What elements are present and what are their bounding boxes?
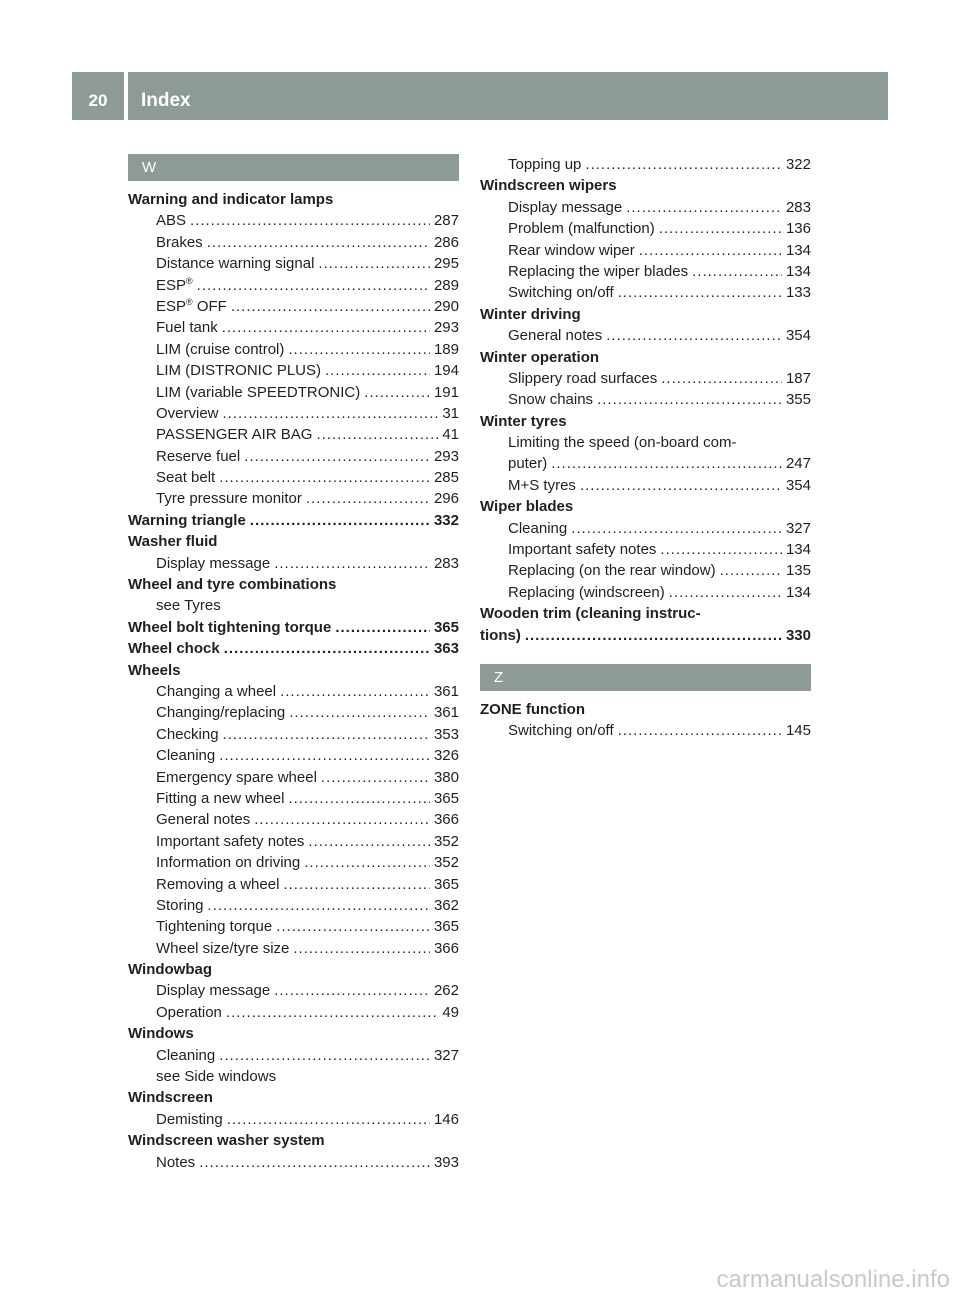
entry-page-number[interactable]: 145 <box>785 722 811 740</box>
index-entry <box>128 531 459 552</box>
index-entry <box>128 232 459 253</box>
index-entry <box>128 980 459 1001</box>
entry-label: Reserve fuel <box>156 447 241 465</box>
entry-page-number[interactable]: 247 <box>785 455 811 473</box>
index-entry <box>128 788 459 809</box>
entry-label: Changing/replacing <box>156 704 286 722</box>
index-entry <box>128 767 459 788</box>
entry-label: Wheel chock <box>128 640 220 658</box>
entry-page-number[interactable]: 134 <box>785 262 811 280</box>
index-entry <box>128 574 459 595</box>
entry-label: Storing <box>156 896 204 914</box>
leader-dots <box>661 368 782 389</box>
index-entry <box>480 539 811 560</box>
leader-dots <box>618 720 782 741</box>
index-entry <box>480 699 811 720</box>
entry-label: ABS <box>156 212 187 230</box>
leader-dots <box>606 325 782 346</box>
entry-label: Important safety notes <box>508 541 657 559</box>
entry-page-number[interactable]: 366 <box>433 939 459 957</box>
entry-page-number[interactable]: 361 <box>433 682 459 700</box>
index-entry <box>128 1023 459 1044</box>
entry-label: Winter driving <box>480 305 581 323</box>
entry-page-number[interactable]: 380 <box>433 768 459 786</box>
entry-label: Changing a wheel <box>156 682 277 700</box>
index-entry <box>480 518 811 539</box>
leader-dots <box>231 296 430 317</box>
leader-dots <box>197 275 430 296</box>
index-entry <box>480 261 811 282</box>
leader-dots <box>597 389 782 410</box>
entry-label: Wooden trim (cleaning instruc- <box>480 605 701 623</box>
index-entry <box>128 745 459 766</box>
entry-label: Topping up <box>508 156 582 173</box>
leader-dots <box>364 382 430 403</box>
leader-dots <box>274 980 430 1001</box>
index-entry <box>128 595 459 616</box>
entry-label: puter) <box>508 455 548 473</box>
entry-page-number[interactable]: 283 <box>785 198 811 216</box>
entry-label: Seat belt <box>156 469 216 487</box>
entry-page-number[interactable]: 136 <box>785 220 811 238</box>
entry-label: Display message <box>156 554 271 572</box>
entry-label: Windscreen wipers <box>480 177 617 195</box>
leader-dots <box>222 317 430 338</box>
entry-label: LIM (variable SPEEDTRONIC) <box>156 383 361 401</box>
entry-page-number[interactable]: 41 <box>442 426 459 444</box>
entry-page-number[interactable]: 362 <box>433 896 459 914</box>
index-entry <box>128 681 459 702</box>
entry-label: Wheel and tyre combinations <box>128 576 337 594</box>
index-entry <box>128 895 459 916</box>
page-title: Index <box>141 90 191 111</box>
entry-label: Cleaning <box>156 1046 216 1064</box>
letter-heading-z: Z <box>480 664 811 691</box>
index-entry <box>480 325 811 346</box>
entry-label: Overview <box>156 404 219 422</box>
leader-dots <box>208 895 430 916</box>
entry-label: Cleaning <box>156 747 216 765</box>
entry-label: LIM (cruise control) <box>156 340 285 358</box>
entry-page-number[interactable]: 191 <box>433 383 459 401</box>
index-entry <box>128 446 459 467</box>
leader-dots <box>321 767 430 788</box>
entry-label: Wheel size/tyre size <box>156 939 290 957</box>
entry-page-number[interactable]: 134 <box>785 541 811 559</box>
index-entry <box>128 275 459 296</box>
entry-label: LIM (DISTRONIC PLUS) <box>156 362 322 380</box>
entry-label: Demisting <box>156 1110 223 1128</box>
entry-page-number[interactable]: 286 <box>433 233 459 251</box>
entry-label: Warning and indicator lamps <box>128 191 334 208</box>
entry-label: Fuel tank <box>156 319 218 337</box>
entry-page-number[interactable]: 133 <box>785 284 811 302</box>
leader-dots <box>308 831 430 852</box>
entry-page-number[interactable]: 352 <box>433 854 459 872</box>
index-entry <box>480 389 811 410</box>
index-entry <box>480 720 811 741</box>
leader-dots <box>626 197 782 218</box>
leader-dots <box>207 232 430 253</box>
leader-dots <box>244 446 430 467</box>
index-entry <box>128 938 459 959</box>
entry-page-number[interactable]: 285 <box>433 469 459 487</box>
leader-dots <box>224 638 430 659</box>
entry-label: Emergency spare wheel <box>156 768 317 786</box>
index-entry <box>480 347 811 368</box>
entry-label: Notes <box>156 1153 196 1171</box>
index-entry <box>128 724 459 745</box>
leader-dots <box>274 553 430 574</box>
index-entry <box>128 638 459 659</box>
leader-dots <box>325 360 430 381</box>
entry-page-number[interactable]: 332 <box>433 511 459 529</box>
index-entry <box>128 1087 459 1108</box>
entry-page-number[interactable]: 194 <box>433 362 459 380</box>
entry-label: Brakes <box>156 233 203 251</box>
watermark: carmanualsonline.info <box>716 1266 950 1293</box>
entry-page-number[interactable]: 287 <box>433 212 459 230</box>
index-entry <box>480 603 811 624</box>
entry-label: Replacing (on the rear window) <box>508 562 716 580</box>
index-entry <box>480 560 811 581</box>
entry-page-number[interactable]: 290 <box>433 297 459 315</box>
entry-page-number[interactable]: 330 <box>785 626 811 644</box>
index-entry <box>480 240 811 261</box>
entry-label: Warning triangle <box>128 511 246 529</box>
entry-label: Windscreen washer system <box>128 1132 325 1150</box>
entry-label: Display message <box>156 982 271 1000</box>
index-entry <box>128 1066 459 1087</box>
leader-dots <box>250 510 430 531</box>
entry-page-number[interactable]: 393 <box>433 1153 459 1171</box>
entry-label: Fitting a new wheel <box>156 789 285 807</box>
leader-dots <box>276 916 430 937</box>
entry-page-number[interactable]: 353 <box>433 725 459 743</box>
leader-dots <box>306 488 430 509</box>
leader-dots <box>618 282 782 303</box>
entry-page-number[interactable]: 354 <box>785 476 811 494</box>
leader-dots <box>639 240 782 261</box>
entry-page-number[interactable]: 352 <box>433 832 459 850</box>
entry-page-number[interactable]: 361 <box>433 704 459 722</box>
entry-label: Snow chains <box>508 391 594 409</box>
leader-dots <box>226 1002 438 1023</box>
leader-dots <box>288 788 430 809</box>
leader-dots <box>720 560 782 581</box>
entry-label: Limiting the speed (on-board com- <box>508 434 737 452</box>
index-entry <box>128 660 459 681</box>
index-entry <box>480 282 811 303</box>
index-entry <box>128 510 459 531</box>
index-entry <box>128 852 459 873</box>
entry-label: ESP® OFF <box>156 296 227 315</box>
entry-label: Replacing the wiper blades <box>508 262 689 280</box>
leader-dots <box>585 154 782 175</box>
index-entry <box>480 154 811 175</box>
index-entry <box>480 432 811 453</box>
entry-label: Rear window wiper <box>508 241 635 259</box>
index-entry <box>480 175 811 196</box>
entry-page-number[interactable]: 365 <box>433 918 459 936</box>
entry-page-number[interactable]: 296 <box>433 490 459 508</box>
leader-dots <box>659 218 782 239</box>
entry-label: Windscreen <box>128 1089 213 1107</box>
entry-label: Operation <box>156 1003 222 1021</box>
entry-page-number[interactable]: 146 <box>433 1110 459 1128</box>
leader-dots <box>199 1152 430 1173</box>
entry-label: Replacing (windscreen) <box>508 583 665 601</box>
leader-dots <box>580 475 782 496</box>
leader-dots <box>289 702 430 723</box>
index-entry <box>128 702 459 723</box>
index-entry <box>128 1045 459 1066</box>
leader-dots <box>660 539 782 560</box>
index-entry <box>128 210 459 231</box>
leader-dots <box>254 809 430 830</box>
entry-page-number[interactable]: 49 <box>442 1003 459 1021</box>
index-entry <box>480 582 811 603</box>
leader-dots <box>571 518 782 539</box>
entry-page-number[interactable]: 354 <box>785 327 811 345</box>
index-entry <box>128 809 459 830</box>
entry-label: Problem (malfunction) <box>508 220 655 238</box>
entry-label: Windows <box>128 1025 194 1043</box>
index-entry <box>480 368 811 389</box>
entry-label: Removing a wheel <box>156 875 280 893</box>
entry-label: General notes <box>156 811 251 829</box>
entry-label: see Side windows <box>156 1068 277 1086</box>
entry-page-number[interactable]: 283 <box>433 554 459 572</box>
entry-page-number[interactable]: 289 <box>433 276 459 294</box>
leader-dots <box>288 339 430 360</box>
index-entry <box>128 189 459 210</box>
entry-page-number[interactable]: 363 <box>433 640 459 658</box>
entry-list-w-continued <box>480 154 811 646</box>
index-entry <box>480 625 811 646</box>
entry-label: see Tyres <box>156 597 221 615</box>
entry-label: Important safety notes <box>156 832 305 850</box>
entry-label: ZONE function <box>480 700 585 718</box>
entry-list-w <box>128 189 459 1173</box>
index-entry <box>128 382 459 403</box>
leader-dots <box>551 453 782 474</box>
leader-dots <box>293 938 430 959</box>
leader-dots <box>219 1045 430 1066</box>
entry-label: Switching on/off <box>508 284 614 302</box>
leader-dots <box>219 745 430 766</box>
entry-page-number[interactable]: 187 <box>785 369 811 387</box>
entry-label: Cleaning <box>508 519 568 537</box>
entry-label: Distance warning signal <box>156 255 315 273</box>
entry-label: General notes <box>508 327 603 345</box>
entry-label: ESP® <box>156 275 193 294</box>
index-entry <box>128 1130 459 1151</box>
entry-label: Windowbag <box>128 961 213 979</box>
entry-page-number[interactable]: 326 <box>433 747 459 765</box>
entry-label: Winter tyres <box>480 412 567 430</box>
index-entry <box>128 617 459 638</box>
entry-page-number[interactable]: 327 <box>785 519 811 537</box>
index-column-right <box>480 154 811 742</box>
index-entry <box>128 488 459 509</box>
letter-heading-w: W <box>128 154 459 181</box>
index-entry <box>128 360 459 381</box>
entry-list-z <box>480 699 811 742</box>
entry-page-number[interactable]: 366 <box>433 811 459 829</box>
entry-label: Washer fluid <box>128 533 218 551</box>
leader-dots <box>219 467 430 488</box>
section-gap <box>480 646 811 664</box>
leader-dots <box>223 724 430 745</box>
index-entry <box>128 1152 459 1173</box>
entry-page-number[interactable]: 365 <box>433 618 459 636</box>
entry-label: Tightening torque <box>156 918 273 936</box>
header-bar <box>72 72 888 120</box>
entry-page-number[interactable]: 322 <box>785 156 811 173</box>
index-entry <box>480 475 811 496</box>
index-entry <box>128 403 459 424</box>
leader-dots <box>283 874 430 895</box>
entry-label: Display message <box>508 198 623 216</box>
entry-label: M+S tyres <box>508 476 576 494</box>
index-entry <box>128 874 459 895</box>
header-divider <box>124 72 128 120</box>
index-entry <box>480 197 811 218</box>
leader-dots <box>280 681 430 702</box>
entry-page-number[interactable]: 327 <box>433 1046 459 1064</box>
index-entry <box>128 959 459 980</box>
leader-dots <box>190 210 430 231</box>
page-number: 20 <box>88 91 108 110</box>
entry-label: Wheels <box>128 661 181 679</box>
entry-label: Information on driving <box>156 854 301 872</box>
entry-label: PASSENGER AIR BAG <box>156 426 313 444</box>
entry-label: Slippery road surfaces <box>508 369 658 387</box>
index-entry <box>480 496 811 517</box>
index-entry <box>480 411 811 432</box>
index-entry <box>128 424 459 445</box>
leader-dots <box>223 403 439 424</box>
leader-dots <box>318 253 430 274</box>
entry-page-number[interactable]: 295 <box>433 255 459 273</box>
entry-page-number[interactable]: 355 <box>785 391 811 409</box>
index-entry <box>128 1109 459 1130</box>
entry-label: Wheel bolt tightening torque <box>128 618 332 636</box>
leader-dots <box>316 424 438 445</box>
entry-label: Checking <box>156 725 219 743</box>
entry-page-number[interactable]: 31 <box>442 404 459 422</box>
leader-dots <box>227 1109 430 1130</box>
leader-dots <box>335 617 430 638</box>
index-entry <box>128 253 459 274</box>
index-entry <box>480 304 811 325</box>
index-entry <box>128 831 459 852</box>
index-entry <box>128 553 459 574</box>
index-entry <box>128 339 459 360</box>
index-entry <box>480 453 811 474</box>
entry-label: Wiper blades <box>480 498 574 516</box>
entry-page-number[interactable]: 134 <box>785 241 811 259</box>
leader-dots <box>525 625 782 646</box>
index-entry <box>128 296 459 317</box>
entry-page-number[interactable]: 365 <box>433 789 459 807</box>
entry-page-number[interactable]: 293 <box>433 319 459 337</box>
index-entry <box>128 916 459 937</box>
entry-page-number[interactable]: 189 <box>433 340 459 358</box>
entry-page-number[interactable]: 135 <box>785 562 811 580</box>
entry-label: tions) <box>480 626 521 644</box>
entry-page-number[interactable]: 365 <box>433 875 459 893</box>
entry-label: Tyre pressure monitor <box>156 490 302 508</box>
entry-page-number[interactable]: 262 <box>433 982 459 1000</box>
entry-label: Switching on/off <box>508 722 614 740</box>
index-entry <box>480 218 811 239</box>
index-entry <box>128 317 459 338</box>
entry-label: Winter operation <box>480 348 600 366</box>
index-entry <box>128 1002 459 1023</box>
index-entry <box>128 467 459 488</box>
entry-page-number[interactable]: 293 <box>433 447 459 465</box>
leader-dots <box>692 261 782 282</box>
leader-dots <box>304 852 430 873</box>
index-column-left <box>128 154 459 1173</box>
entry-page-number[interactable]: 134 <box>785 583 811 601</box>
leader-dots <box>669 582 782 603</box>
